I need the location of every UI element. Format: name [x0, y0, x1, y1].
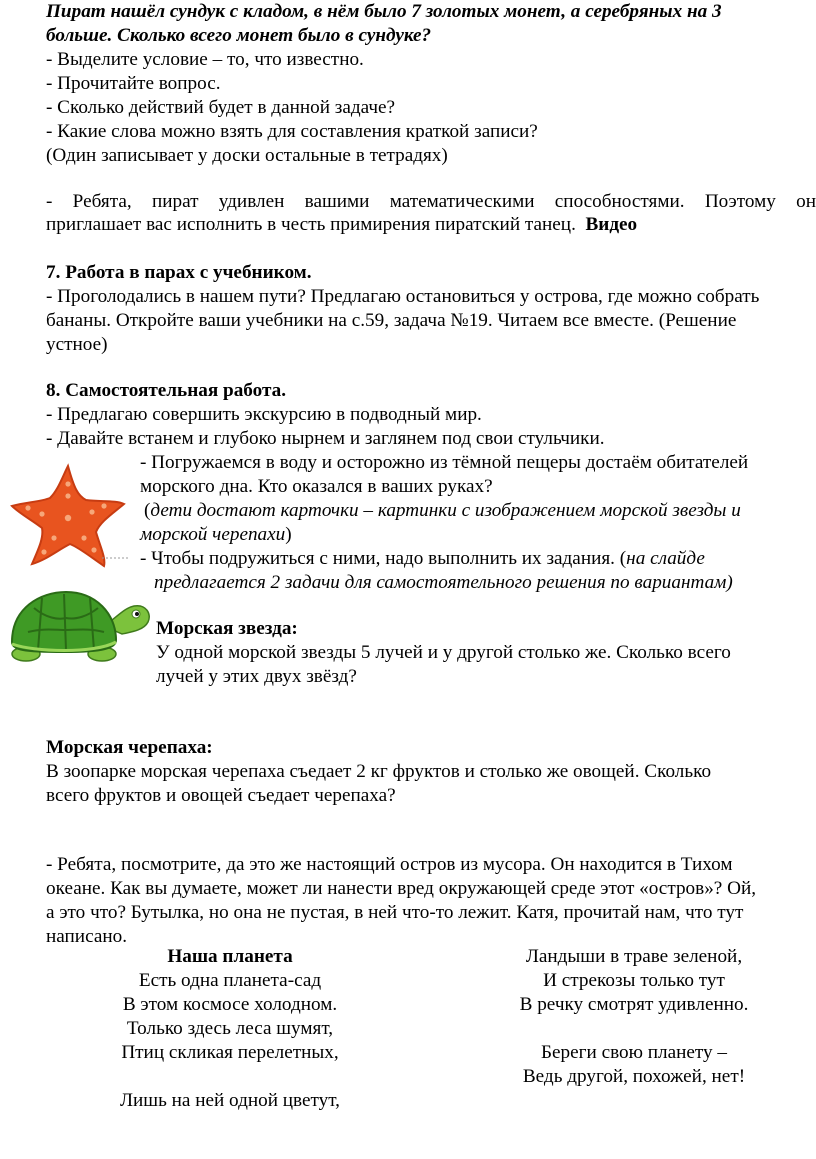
section-7-heading: 7. Работа в парах с учебником. — [46, 262, 312, 283]
video-link[interactable]: Видео — [585, 214, 638, 235]
dance-line-2: приглашает вас исполнить в честь примирения пиратский танец. Видео — [46, 214, 638, 235]
turtle-task-line-1: В зоопарке морская черепаха съедает 2 кг фруктов и столько же овощей. Сколько — [46, 761, 712, 782]
poem-right-line-3: В речку смотрят удивленно. — [519, 994, 749, 1015]
step-5: (Один записывает у доски остальные в тетрадях) — [46, 145, 448, 166]
pirate-task-line-1: Пират нашёл сундук с кладом, в нём было 7 золотых монет, а серебряных на 3 — [46, 1, 722, 22]
section-8-line-3: - Погружаемся в воду и осторожно из тёмной пещеры достаём обитателей — [140, 452, 749, 473]
poem-right-line-5: Ведь другой, похожей, нет! — [522, 1066, 746, 1087]
turtle-image — [4, 578, 154, 668]
starfish-image — [8, 460, 128, 570]
island-line-3: а это что? Бутылка, но она не пустая, в ней что-то лежит. Катя, прочитай нам, что тут — [46, 902, 744, 923]
island-line-1: - Ребята, посмотрите, да это же настоящий остров из мусора. Он находится в Тихом — [46, 854, 733, 875]
step-4: - Какие слова можно взять для составления краткой записи? — [46, 121, 538, 142]
poem-left-line-5: Лишь на ней одной цветут, — [120, 1090, 340, 1111]
section-8-line-5: (дети достают карточки – картинки с изображением морской звезды и — [144, 500, 741, 521]
poem-title: Наша планета — [167, 946, 293, 967]
poem-left-line-2: В этом космосе холодном. — [122, 994, 338, 1015]
step-3: - Сколько действий будет в данной задаче? — [46, 97, 396, 118]
starfish-task-line-1: У одной морской звезды 5 лучей и у другой столько же. Сколько всего — [156, 642, 731, 663]
step-2: - Прочитайте вопрос. — [46, 73, 221, 94]
section-8-line-6: морской черепахи) — [140, 524, 292, 545]
section-8-line-2: - Давайте встанем и глубоко нырнем и заглянем под свои стульчики. — [46, 428, 605, 449]
poem-right-line-2: И стрекозы только тут — [543, 970, 725, 991]
step-1: - Выделите условие – то, что известно. — [46, 49, 364, 70]
turtle-task-heading: Морская черепаха: — [46, 737, 213, 758]
starfish-task-heading: Морская звезда: — [156, 618, 298, 639]
island-line-2: океане. Как вы думаете, может ли нанести вред окружающей среде этот «остров»? Ой, — [46, 878, 757, 899]
section-7-line-1: - Проголодались в нашем пути? Предлагаю остановиться у острова, где можно собрать — [46, 286, 760, 307]
section-8-line-4: морского дна. Кто оказался в ваших руках? — [140, 476, 493, 497]
section-8-line-7: - Чтобы подружиться с ними, надо выполнить их задания. (на слайде — [140, 548, 705, 569]
section-8-line-1: - Предлагаю совершить экскурсию в подводный мир. — [46, 404, 482, 425]
poem-left-line-3: Только здесь леса шумят, — [126, 1018, 334, 1039]
section-7-line-3: устное) — [46, 334, 108, 355]
section-8-line-8: предлагается 2 задачи для самостоятельного решения по вариантам) — [154, 572, 733, 593]
pirate-task-line-2: больше. Сколько всего монет было в сундуке? — [46, 25, 432, 46]
poem-right-line-4: Береги свою планету – — [540, 1042, 727, 1063]
poem-left-line-4: Птиц скликая перелетных, — [121, 1042, 339, 1063]
poem-left-line-1: Есть одна планета-сад — [138, 970, 322, 991]
poem-right-line-1: Ландыши в траве зеленой, — [525, 946, 743, 967]
section-7-line-2: бананы. Откройте ваши учебники на с.59, задача №19. Читаем все вместе. (Решение — [46, 310, 737, 331]
island-line-4: написано. — [46, 926, 127, 947]
turtle-task-line-2: всего фруктов и овощей съедает черепаха? — [46, 785, 396, 806]
starfish-task-line-2: лучей у этих двух звёзд? — [156, 666, 357, 687]
dance-line-1: - Ребята, пират удивлен вашими математическими способностями. Поэтому он — [46, 191, 816, 212]
section-8-heading: 8. Самостоятельная работа. — [46, 380, 287, 401]
